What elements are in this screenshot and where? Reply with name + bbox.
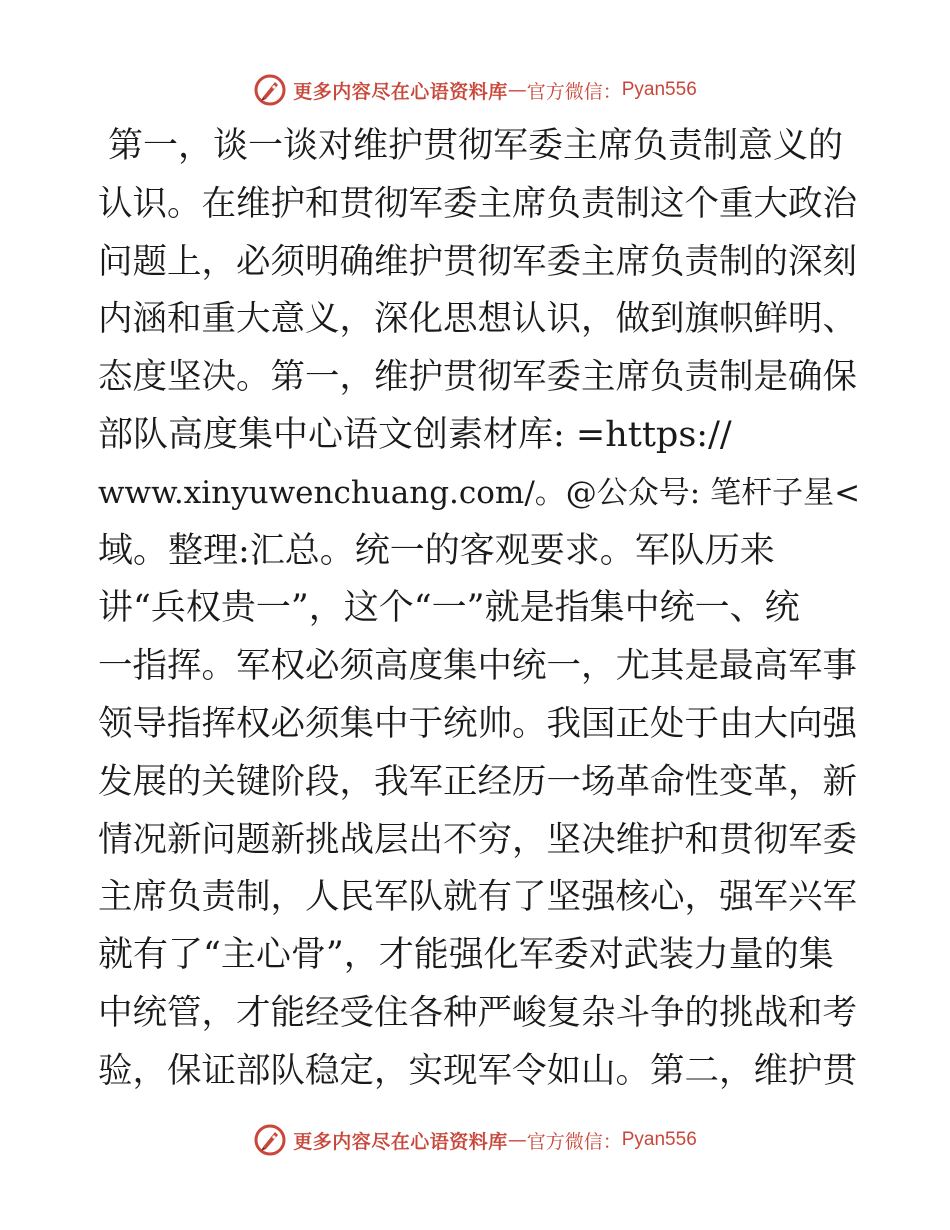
text-line-2: 认识。在维护和贯彻军委主席负责制这个重大政治 [98,183,857,224]
text-line-13: 情况新问题新挑战层出不穷，坚决维护和贯彻军委 [98,819,857,860]
footer-watermark-banner [0,1120,950,1160]
wechat-id: Pyan556 [621,1129,697,1150]
site-name-text: 更多内容尽在心语资料库 [293,1130,508,1153]
text-line-14: 主席负责制，人民军队就有了坚强核心，强军兴军 [98,877,857,918]
text-line-8: 域。整理:汇总。统一的客观要求。军队历来 [98,530,775,571]
text-line-4: 内涵和重大意义，深化思想认识，做到旗帜鲜明、 [98,299,857,340]
text-line-9: 讲“兵权贵一”，这个“一”就是指集中统一、统 [98,588,800,629]
banner-separator: — [507,79,527,101]
pen-nib-logo-icon [253,73,287,107]
document-body [98,118,861,1101]
text-line-11: 领导指挥权必须集中于统帅。我国正处于由大向强 [98,703,857,744]
text-line-17: 验，保证部队稳定，实现军令如山。第二，维护贯 [98,1050,857,1091]
text-line-5: 态度坚决。第一，维护贯彻军委主席负责制是确保 [98,357,857,398]
text-line-3: 问题上，必须明确维护贯彻军委主席负责制的深刻 [98,241,857,282]
text-line-10: 一指挥。军权必须高度集中统一，尤其是最高军事 [98,646,857,687]
text-line-6: 部队高度集中心语文创素材库: =https:// [98,414,732,455]
site-name-text: 更多内容尽在心语资料库 [293,80,508,103]
banner-separator: — [507,1129,527,1151]
text-line-7: www.xinyuwenchuang.com/。@公众号: 笔杆子星< [98,474,861,511]
text-line-15: 就有了“主心骨”，才能强化军委对武装力量的集 [98,935,834,976]
text-line-1: 第一，谈一谈对维护贯彻军委主席负责制意义的 [108,126,844,166]
text-line-16: 中统管，才能经受住各种严峻复杂斗争的挑战和考 [98,992,857,1033]
wechat-id: Pyan556 [621,79,697,100]
header-watermark-banner [0,70,950,110]
wechat-label: 官方微信： [526,1130,622,1153]
pen-nib-logo-icon [253,1123,287,1157]
wechat-label: 官方微信： [526,80,622,103]
text-line-12: 发展的关键阶段，我军正经历一场革命性变革，新 [98,761,857,802]
